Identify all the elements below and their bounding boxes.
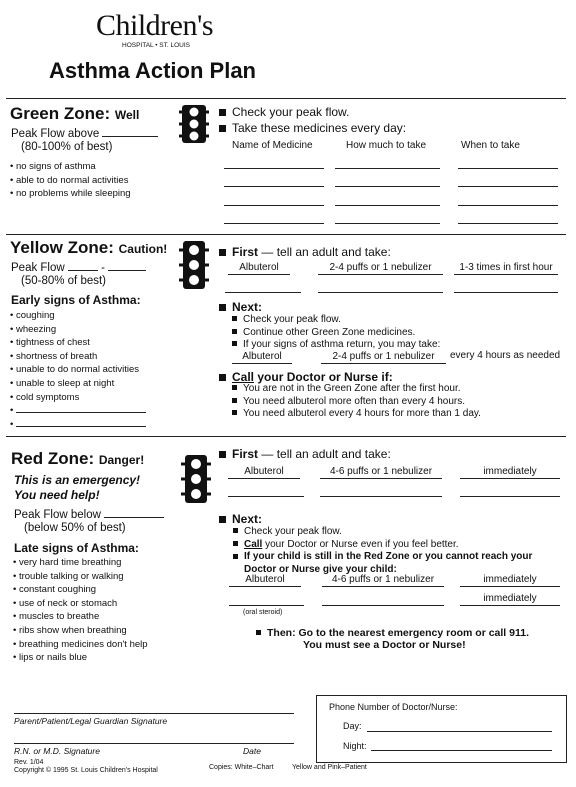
parent-signature-label: Parent/Patient/Legal Guardian Signature: [14, 716, 168, 726]
red-then-step: Then: Go to the nearest emergency room or call 911. You must see a Doctor or Nurse!: [256, 627, 529, 651]
medicine-name-field[interactable]: [224, 186, 324, 187]
list-item: • ribs show when breathing: [13, 624, 148, 638]
yellow-first-step: First — tell an adult and take:: [219, 245, 391, 259]
traffic-light-icon: [179, 240, 209, 290]
divider: [6, 98, 566, 99]
yellow-signs-list: [10, 309, 146, 431]
early-signs-heading: Early signs of Asthma:: [11, 293, 141, 307]
medicine-name-field[interactable]: [224, 205, 324, 206]
late-signs-heading: Late signs of Asthma:: [14, 541, 139, 555]
list-item: • muscles to breathe: [13, 610, 148, 624]
col-header-medicine: Name of Medicine: [232, 140, 313, 151]
medicine-amount-field[interactable]: [322, 605, 444, 606]
list-item: • able to do normal activities: [10, 174, 131, 188]
phone-number-box: [316, 695, 567, 763]
revision-label: Rev. 1/04: [14, 759, 44, 766]
medicine-amount: 4-6 puffs or 1 nebulizer: [320, 466, 442, 479]
medicine-amount: 2-4 puffs or 1 nebulizer: [321, 351, 446, 364]
list-item: • tightness of chest: [10, 336, 146, 350]
blank-sign-field[interactable]: [10, 404, 146, 418]
medicine-name-field[interactable]: [229, 605, 304, 606]
list-item: • no signs of asthma: [10, 160, 131, 174]
logo-text: Children's: [96, 9, 214, 42]
list-item: Continue other Green Zone medicines.: [232, 327, 440, 340]
list-item: If your signs of asthma return, you may take:: [232, 339, 440, 352]
list-item: If your child is still in the Red Zone or you cannot reach your Doctor or Nurse give your child:: [233, 551, 563, 576]
medicine-amount-field[interactable]: [320, 496, 442, 497]
col-header-when: When to take: [461, 140, 520, 151]
list-item: You are not in the Green Zone after the first hour.: [232, 383, 481, 396]
medicine-when-field[interactable]: [458, 223, 558, 224]
day-label: Day:: [343, 721, 362, 731]
parent-signature-field[interactable]: [14, 713, 294, 714]
medicine-name: Albuterol: [229, 574, 301, 587]
oral-steroid-label: (oral steroid): [243, 609, 283, 616]
medicine-when: 1-3 times in first hour: [454, 262, 558, 275]
medicine-amount-field[interactable]: [335, 223, 440, 224]
emergency-notice: This is an emergency! You need help!: [14, 473, 141, 502]
yellow-call-step: Call your Doctor or Nurse if:: [219, 370, 393, 384]
rn-signature-field[interactable]: [14, 743, 294, 744]
green-peak-flow: Peak Flow above (80-100% of best): [11, 128, 158, 154]
night-label: Night:: [343, 741, 367, 751]
medicine-name: Albuterol: [228, 262, 290, 275]
green-zone-title: Green Zone: Well: [10, 104, 140, 123]
medicine-when-field[interactable]: [458, 168, 558, 169]
list-item: • no problems while sleeping: [10, 187, 131, 201]
traffic-light-icon: [181, 454, 211, 504]
medicine-name-field[interactable]: [228, 496, 304, 497]
green-step-2: Take these medicines every day:: [219, 121, 406, 135]
hospital-logo: [96, 10, 246, 49]
yellow-peak-flow: Peak Flow - (50-80% of best): [11, 262, 146, 288]
list-item: • trouble talking or walking: [13, 570, 148, 584]
list-item: • unable to sleep at night: [10, 377, 146, 391]
list-item: • constant coughing: [13, 583, 148, 597]
medicine-when-field[interactable]: [460, 496, 560, 497]
red-peak-flow: Peak Flow below (below 50% of best): [14, 509, 164, 535]
medicine-when-field[interactable]: [454, 292, 558, 293]
divider: [6, 436, 566, 437]
medicine-amount-field[interactable]: [335, 168, 440, 169]
list-item: • cold symptoms: [10, 391, 146, 405]
copies-label: Copies: White–Chart: [209, 764, 274, 771]
list-item: • use of neck or stomach: [13, 597, 148, 611]
list-item: You need albuterol more often than every 4 hours.: [232, 396, 481, 409]
medicine-name-field[interactable]: [224, 168, 324, 169]
list-item: Check your peak flow.: [233, 526, 563, 539]
medicine-name-field[interactable]: [225, 292, 301, 293]
red-first-step: First — tell an adult and take:: [219, 447, 391, 461]
list-item: • very hard time breathing: [13, 556, 148, 570]
red-zone-title: Red Zone: Danger!: [11, 449, 145, 468]
medicine-amount-field[interactable]: [318, 292, 443, 293]
blank-sign-field[interactable]: [10, 418, 146, 432]
medicine-when-field[interactable]: [458, 186, 558, 187]
red-next-list: [233, 526, 563, 576]
list-item: • coughing: [10, 309, 146, 323]
green-signs-list: [10, 160, 131, 201]
list-item: • shortness of breath: [10, 350, 146, 364]
medicine-amount-field[interactable]: [335, 205, 440, 206]
traffic-light-icon: [179, 104, 209, 144]
medicine-amount-field[interactable]: [335, 186, 440, 187]
day-phone-field[interactable]: [367, 731, 552, 732]
medicine-name-field[interactable]: [224, 223, 324, 224]
medicine-amount: 4-6 puffs or 1 nebulizer: [322, 574, 444, 587]
medicine-when: immediately: [460, 574, 560, 587]
list-item: Check your peak flow.: [232, 314, 440, 327]
divider: [6, 234, 566, 235]
date-label: Date: [243, 746, 261, 756]
yellow-zone-title: Yellow Zone: Caution!: [10, 238, 168, 257]
list-item: You need albuterol every 4 hours for more than 1 day.: [232, 408, 481, 421]
list-item: • breathing medicines don't help: [13, 638, 148, 652]
list-item: • unable to do normal activities: [10, 363, 146, 377]
copies-label-2: Yellow and Pink–Patient: [292, 764, 367, 771]
list-item: • wheezing: [10, 323, 146, 337]
medicine-when: every 4 hours as needed: [450, 350, 561, 361]
medicine-name: Albuterol: [232, 351, 292, 364]
rn-signature-label: R.N. or M.D. Signature: [14, 746, 100, 756]
medicine-amount: 2-4 puffs or 1 nebulizer: [318, 262, 443, 275]
logo-subtext: HOSPITAL • ST. LOUIS: [122, 42, 191, 49]
yellow-call-list: [232, 383, 481, 421]
medicine-when: immediately: [460, 593, 560, 606]
night-phone-field[interactable]: [371, 750, 552, 751]
list-item: Call your Doctor or Nurse even if you feel better.: [233, 539, 563, 552]
red-signs-list: [13, 556, 148, 665]
red-next-step: Next:: [219, 512, 262, 526]
yellow-next-step: Next:: [219, 300, 262, 314]
green-step-1: Check your peak flow.: [219, 105, 349, 119]
page-title: Asthma Action Plan: [49, 58, 256, 83]
medicine-when: immediately: [460, 466, 560, 479]
copyright-text: Copyright © 1995 St. Louis Children's Hospital: [14, 767, 158, 774]
phone-number-title: Phone Number of Doctor/Nurse:: [329, 702, 458, 712]
col-header-amount: How much to take: [346, 140, 427, 151]
medicine-name: Albuterol: [228, 466, 300, 479]
list-item: • lips or nails blue: [13, 651, 148, 665]
medicine-when-field[interactable]: [458, 205, 558, 206]
yellow-next-list: [232, 314, 440, 352]
